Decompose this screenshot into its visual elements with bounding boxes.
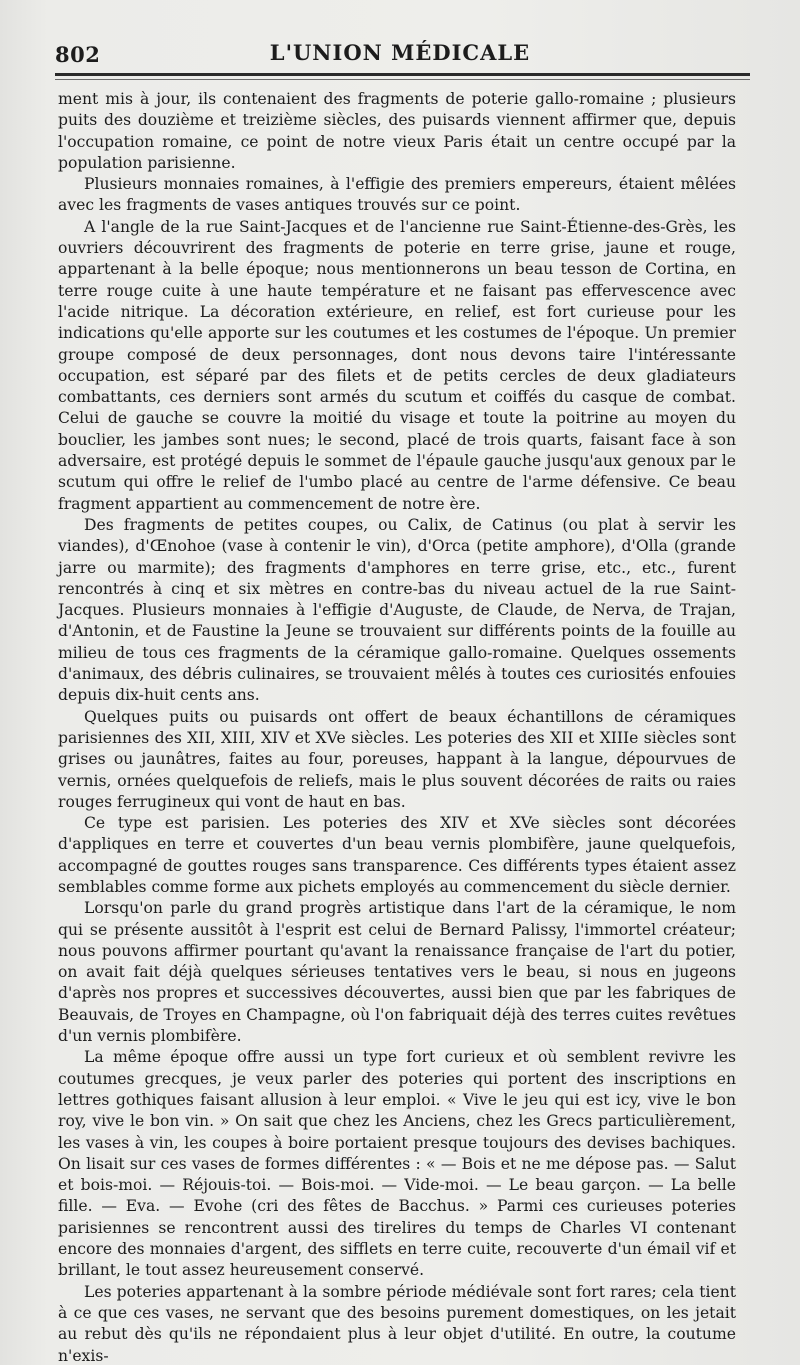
paragraph-4: Des fragments de petites coupes, ou Calix, de Catinus (ou plat à servir les viandes), d'Œnohoe (vase à contenir le vin), d'Orca (petite amphore), d'Olla (grande jarre ou marmite); des fragments d'amphores en terre grise, etc., etc., furent rencontrés à cinq et six mètres en contre-bas du niveau actuel de la rue Saint-Jacques. Plusieurs monnaies à l'effigie d'Auguste, de Claude, de Nerva, de Trajan, d'Antonin, et de Faustine la Jeune se trouvaient sur différents points de la fouille au milieu de tous ces fragments de la céramique gallo-romaine. Quelques ossements d'animaux, des débris culinaires, se trouvaient mêlés à toutes ces curiosités enfouies depuis dix-huit cents ans. — [58, 515, 736, 705]
page-header — [55, 38, 745, 72]
paragraph-8: La même époque offre aussi un type fort curieux et où semblent revivre les coutumes grecques, je veux parler des poteries qui portent des inscriptions en lettres gothiques faisant allusion à leur emploi. « Vive le jeu qui est icy, vive le bon roy, vive le bon vin. » On sait que chez les Anciens, chez les Grecs particulièrement, les vases à vin, les coupes à boire portaient presque toujours des devises bachiques. On lisait sur ces vases de formes différentes : « — Bois et ne me dépose pas. — Salut et bois-moi. — Réjouis-toi. — Bois-moi. — Vide-moi. — Le beau garçon. — La belle fille. — Eva. — Evohe (cri des fêtes de Bacchus. » Parmi ces curieuses poteries parisiennes se rencontrent aussi des tirelires du temps de Charles VI contenant encore des monnaies d'argent, des sifflets en terre cuite, recouverte d'un émail vif et brillant, le tout assez heureusement conservé. — [58, 1048, 736, 1280]
body-text — [58, 89, 736, 1365]
paragraph-6: Ce type est parisien. Les poteries des XIV et XVe siècles sont décorées d'appliques en terre et couvertes d'un beau vernis plombifère, jaune quelquefois, accompagné de gouttes rouges sans transparence. Ces différents types étaient assez semblables comme forme aux pichets employés au commencement du siècle dernier. — [58, 814, 736, 896]
running-title: L'UNION MÉDICALE — [269, 40, 531, 65]
page-number: 802 — [55, 42, 101, 67]
paragraph-2: Plusieurs monnaies romaines, à l'effigie des premiers empereurs, étaient mêlées avec les fragments de vases antiques trouvés sur ce point. — [58, 175, 736, 215]
paragraph-7: Lorsqu'on parle du grand progrès artistique dans l'art de la céramique, le nom qui se présente aussitôt à l'esprit est celui de Bernard Palissy, l'immortel créateur; nous pouvons affirmer pourtant qu'avant la renaissance française de l'art du potier, on avait fait déjà quelques sérieuses tentatives vers le beau, si nous en jugeons d'après nos propres et successives découvertes, aussi bien que par les fabriques de Beauvais, de Troyes en Champagne, où l'on fabriquait déjà des terres cuites revêtues d'un vernis plombifère. — [58, 899, 736, 1046]
paragraph-9: Les poteries appartenant à la sombre période médiévale sont fort rares; cela tient à ce que ces vases, ne servant que des besoins purement domestiques, on les jetait au rebut dès qu'ils ne répondaient plus à leur objet d'utilité. En outre, la coutume n'exis- — [58, 1282, 736, 1365]
paragraph-1: ment mis à jour, ils contenaient des fragments de poterie gallo-romaine ; plusieurs puits des douzième et treizième siècles, des puisards viennent affirmer que, depuis l'occupation romaine, ce point de notre vieux Paris était un centre occupé par la population parisienne. — [58, 90, 736, 172]
header-rule-thin — [55, 79, 750, 80]
paragraph-3: A l'angle de la rue Saint-Jacques et de l'ancienne rue Saint-Étienne-des-Grès, les ouvriers découvrirent des fragments de poterie en terre grise, jaune et rouge, appartenant à la belle époque; nous mentionnerons un beau tesson de Cortina, en terre rouge cuite à une haute température et ne faisant pas effervescence avec l'acide nitrique. La décoration extérieure, en relief, est fort curieuse pour les indications qu'elle apporte sur les coutumes et les costumes de l'époque. Un premier groupe composé de deux personnages, dont nous devons taire l'intéressante occupation, est séparé par des filets et de petits cercles de deux gladiateurs combattants, ces derniers sont armés du scutum et coiffés du casque de combat. Celui de gauche se couvre la moitié du visage et toute la poitrine au moyen du bouclier, les jambes sont nues; le second, placé de trois quarts, faisant face à son adversaire, est protégé depuis le sommet de l'épaule gauche jusqu'aux genoux par le scutum qui offre le relief de l'umbo placé au centre de l'arme défensive. Ce beau fragment appartient au commencement de notre ère. — [58, 217, 736, 513]
paragraph-5: Quelques puits ou puisards ont offert de beaux échantillons de céramiques parisiennes des XII, XIII, XIV et XVe siècles. Les poteries des XII et XIIIe siècles sont grises ou jaunâtres, faites au four, poreuses, happant à la langue, dépourvues de vernis, ornées quelquefois de reliefs, mais le plus souvent décorées de raits ou raies rouges ferrugineux qui vont de haut en bas. — [58, 707, 736, 811]
header-rule — [55, 73, 750, 76]
